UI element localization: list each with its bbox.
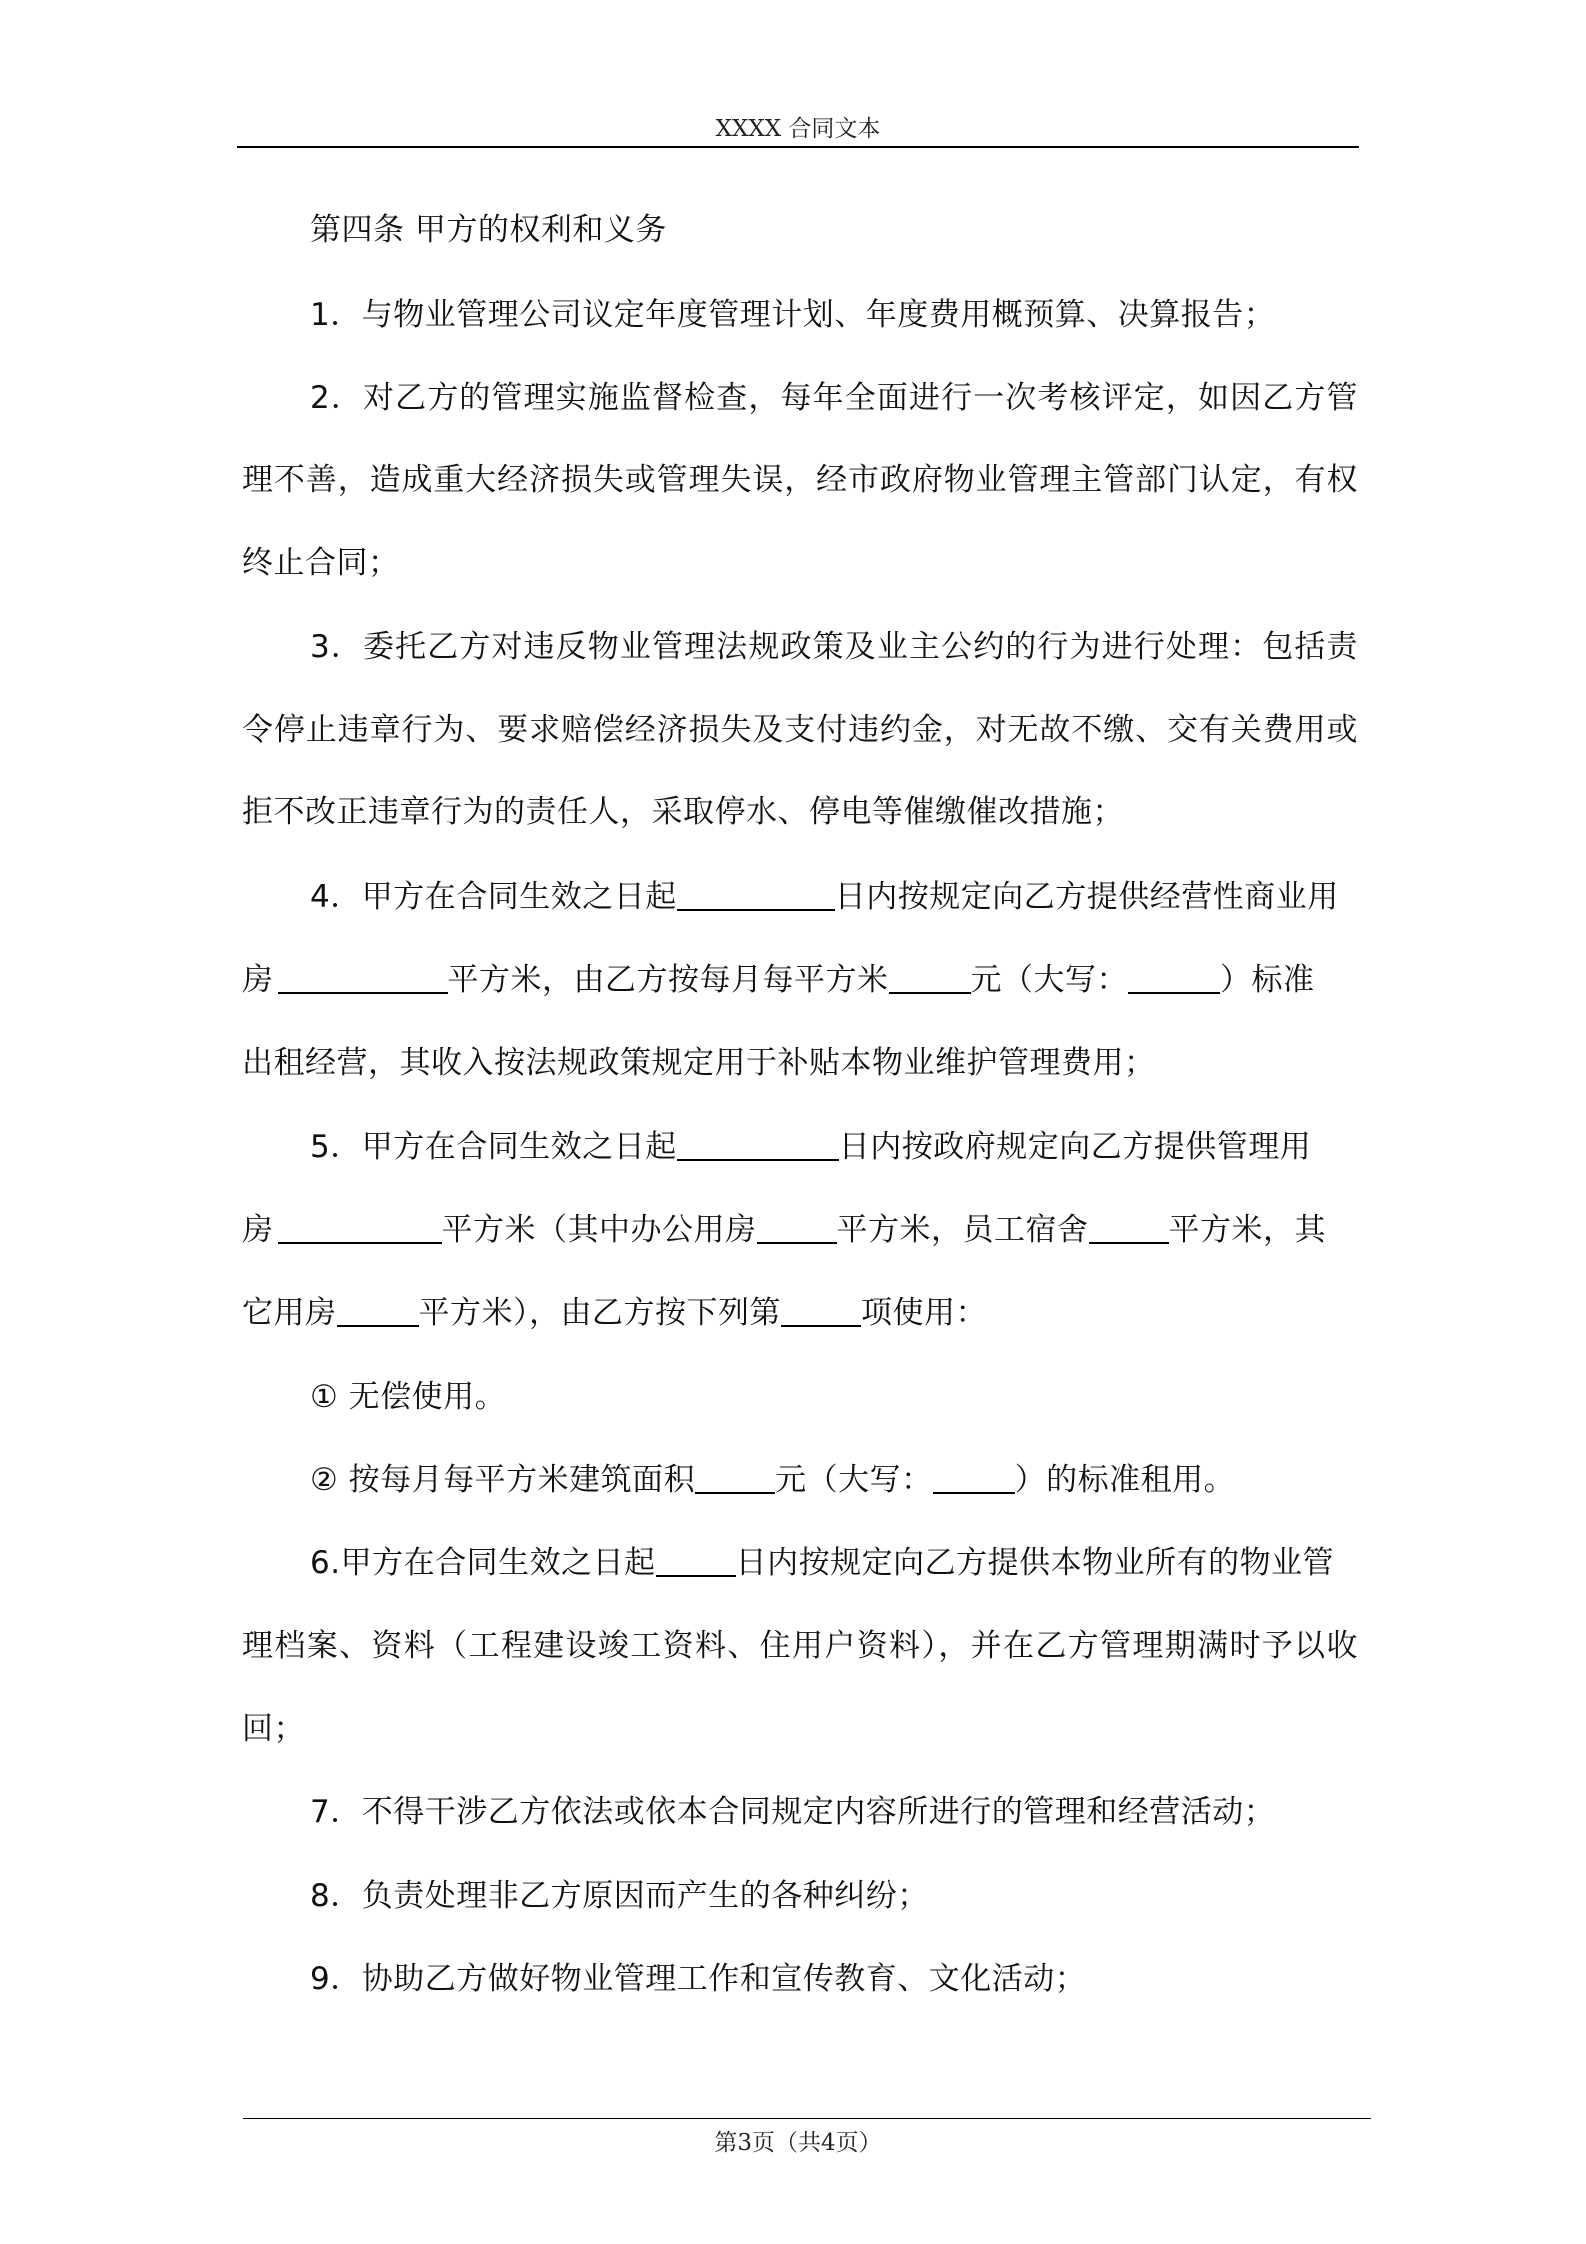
clause-5-text: 项使用： [861, 1295, 987, 1331]
area-blank [278, 958, 448, 994]
clause-5-line-2 [242, 1205, 1358, 1255]
clause-5-text: 房 [242, 1212, 274, 1248]
clause-4-text: 4．甲方在合同生效之日起 [310, 879, 677, 915]
clause-5-text: 平方米），由乙方按下列第 [418, 1295, 781, 1331]
clause-2-line-3: 终止合同； [242, 545, 400, 581]
clause-6-line-3: 回； [242, 1711, 305, 1747]
clause-2-line-1: 2．对乙方的管理实施监督检查，每年全面进行一次考核评定，如因乙方管 [310, 380, 1358, 416]
clause-3-line-1: 3．委托乙方对违反物业管理法规政策及业主公约的行为进行处理：包括责 [310, 629, 1358, 665]
option-2-text: ② 按每月每平方米建筑面积 [310, 1462, 696, 1498]
footer-divider [243, 2118, 1371, 2119]
clause-9: 9．协助乙方做好物业管理工作和宣传教育、文化活动； [310, 1961, 1087, 1997]
clause-5-text: 日内按政府规定向乙方提供管理用 [838, 1129, 1312, 1165]
clause-5-text: 平方米（其中办公用房 [441, 1212, 757, 1248]
clause-1: 1．与物业管理公司议定年度管理计划、年度费用概预算、决算报告； [310, 297, 1276, 333]
days-blank [677, 1125, 839, 1161]
document-header-title: XXXX 合同文本 [715, 116, 881, 142]
price-uppercase-blank [1128, 958, 1220, 994]
clause-4-text: 元（大写： [970, 962, 1128, 998]
days-blank [677, 875, 835, 911]
other-area-blank [337, 1291, 419, 1327]
option-2-text: ）的标准租用。 [1014, 1462, 1236, 1498]
page-number: 第3页（共4页） [714, 2130, 882, 2156]
clause-6-text: 6.甲方在合同生效之日起 [310, 1545, 656, 1581]
price-blank [889, 958, 971, 994]
clause-3-line-2: 令停止违章行为、要求赔偿经济损失及支付违约金，对无故不缴、交有关费用或 [242, 712, 1358, 748]
days-blank [656, 1541, 736, 1577]
option-2-text: 元（大写： [775, 1462, 933, 1498]
clause-4-text: 日内按规定向乙方提供经营性商业用 [834, 879, 1339, 915]
clause-6-line-2: 理档案、资料（工程建设竣工资料、住用户资料），并在乙方管理期满时予以收 [242, 1628, 1358, 1664]
clause-5-text: 平方米，其 [1168, 1212, 1326, 1248]
clause-5-text: 平方米，员工宿舍 [836, 1212, 1089, 1248]
clause-2-line-2: 理不善，造成重大经济损失或管理失误，经市政府物业管理主管部门认定，有权 [242, 462, 1358, 498]
option-2 [242, 1455, 1358, 1505]
clause-5-line-1 [242, 1122, 1358, 1172]
area-blank [278, 1208, 442, 1244]
clause-5-line-3 [242, 1288, 1358, 1338]
dorm-area-blank [1089, 1208, 1169, 1244]
clause-7: 7．不得干涉乙方依法或依本合同规定内容所进行的管理和经营活动； [310, 1794, 1276, 1830]
clause-8: 8．负责处理非乙方原因而产生的各种纠纷； [310, 1878, 929, 1914]
rent-uppercase-blank [933, 1458, 1015, 1494]
rent-price-blank [695, 1458, 775, 1494]
clause-6-text: 日内按规定向乙方提供本物业所有的物业管 [735, 1545, 1335, 1581]
clause-4-text: ）标准 [1220, 962, 1315, 998]
clause-4-text: 平方米，由乙方按每月每平方米 [447, 962, 889, 998]
clause-4-line-2 [242, 955, 1358, 1005]
clause-4-line-1 [242, 872, 1358, 922]
option-1: ① 无偿使用。 [310, 1379, 507, 1415]
article-heading: 第四条 甲方的权利和义务 [310, 212, 667, 248]
header-divider [237, 146, 1359, 148]
option-number-blank [781, 1291, 861, 1327]
clause-4-text: 房 [242, 962, 274, 998]
clause-5-text: 5．甲方在合同生效之日起 [310, 1129, 677, 1165]
clause-5-text: 它用房 [242, 1295, 337, 1331]
clause-3-line-3: 拒不改正违章行为的责任人，采取停水、停电等催缴催改措施； [242, 794, 1124, 830]
office-area-blank [757, 1208, 837, 1244]
clause-4-line-3: 出租经营，其收入按法规政策规定用于补贴本物业维护管理费用； [242, 1045, 1156, 1081]
clause-6-line-1 [242, 1538, 1358, 1588]
